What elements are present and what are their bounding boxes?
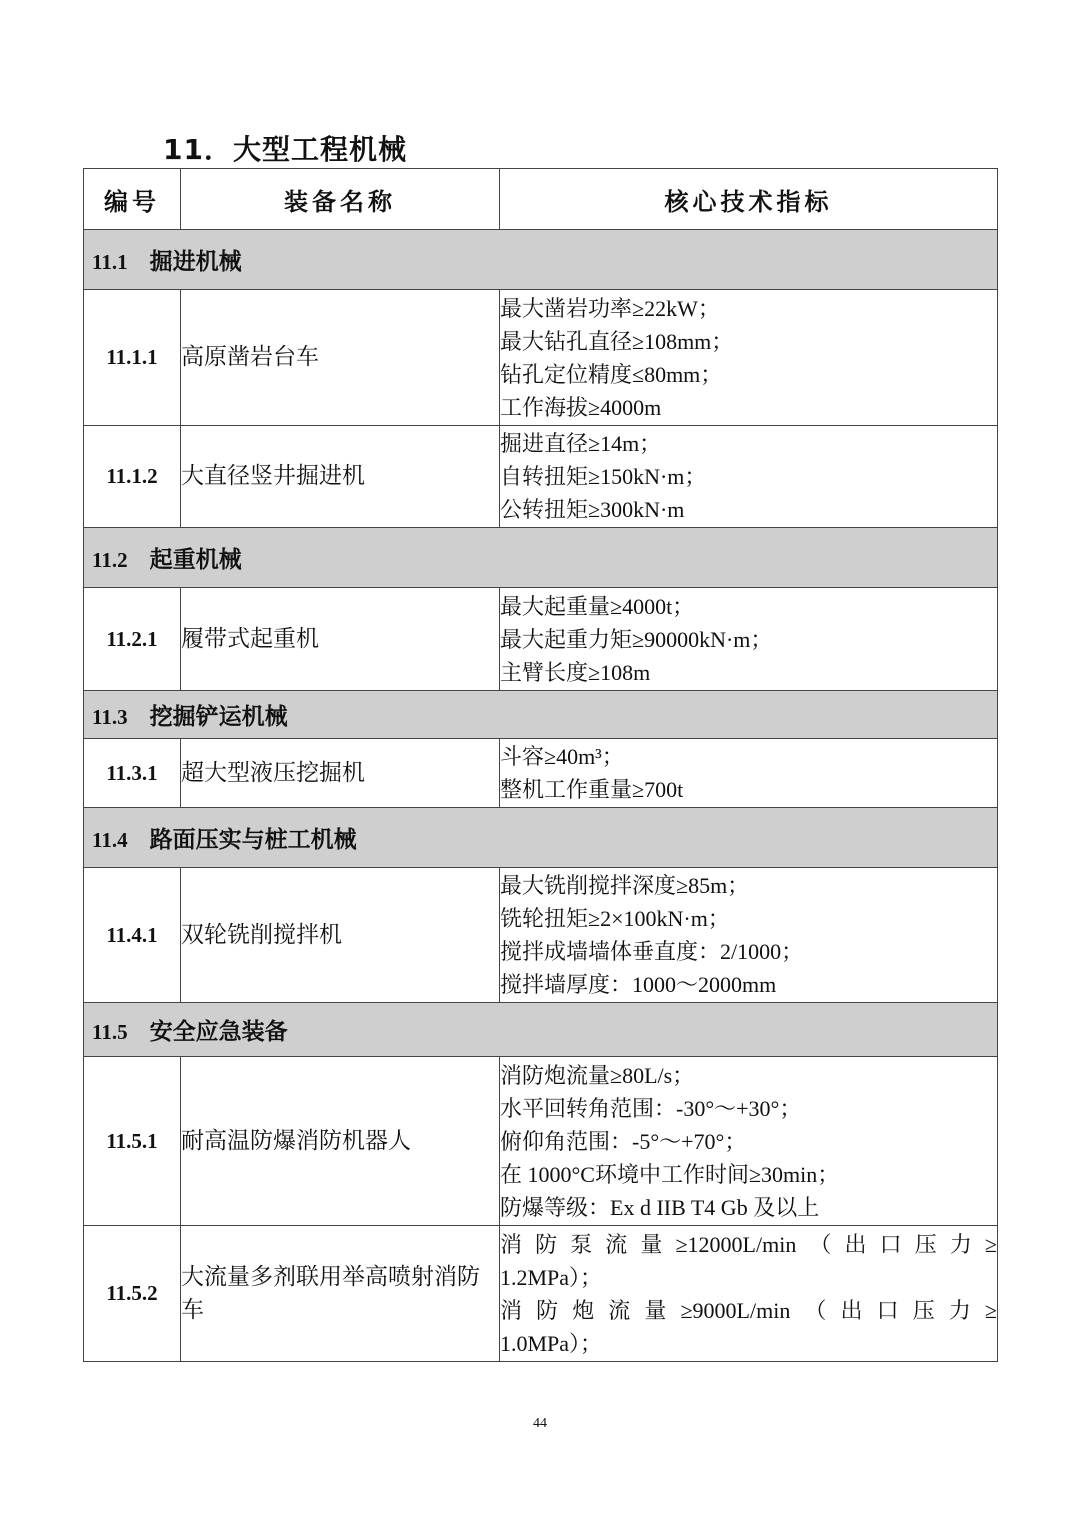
group-header: [84, 230, 998, 290]
spec-line: 消防炮流量≥80L/s；: [500, 1062, 695, 1088]
header-name: 装备名称: [181, 169, 500, 230]
item-code: 11.1.2: [84, 426, 181, 528]
group-row: [84, 230, 998, 290]
spec-line: 搅拌墙厚度：1000～2000mm: [500, 972, 777, 997]
group-title: 安全应急装备: [149, 1019, 288, 1045]
spec-line: 最大钻孔直径≥108mm；: [500, 328, 734, 354]
spec-line: 最大凿岩功率≥22kW；: [500, 295, 720, 321]
group-number: 11.4: [92, 828, 128, 852]
item-name: 大直径竖井掘进机: [181, 426, 500, 528]
item-specs: [500, 588, 998, 691]
table-row: [84, 588, 998, 691]
spec-line: 1.2MPa）；: [500, 1264, 603, 1290]
item-specs: [500, 1226, 998, 1362]
group-header: [84, 691, 998, 739]
item-name: 大流量多剂联用举高喷射消防车: [181, 1226, 500, 1362]
item-specs: [500, 1057, 998, 1226]
item-specs: [500, 868, 998, 1003]
item-name: 履带式起重机: [181, 588, 500, 691]
group-title: 起重机械: [149, 547, 242, 573]
item-specs: [500, 739, 998, 808]
table-row: [84, 1226, 998, 1362]
spec-line: 斗容≥40m³；: [500, 744, 624, 769]
spec-line: 工作海拔≥4000m: [500, 394, 662, 420]
group-title: 挖掘铲运机械: [149, 704, 288, 730]
spec-line: 最大起重量≥4000t；: [500, 593, 695, 619]
spec-line: 自转扭矩≥150kN·m；: [500, 464, 707, 489]
item-specs: [500, 290, 998, 426]
spec-line: 钻孔定位精度≤80mm；: [500, 361, 723, 387]
spec-line: 最大铣削搅拌深度≥85m；: [500, 873, 750, 898]
item-code: 11.4.1: [84, 868, 181, 1003]
item-name: 耐高温防爆消防机器人: [181, 1057, 500, 1226]
group-number: 11.2: [92, 548, 128, 572]
item-name: 高原凿岩台车: [181, 290, 500, 426]
group-title: 路面压实与桩工机械: [149, 827, 357, 853]
spec-line: 主臂长度≥108m: [500, 659, 651, 685]
group-header: [84, 1003, 998, 1057]
item-code: 11.3.1: [84, 739, 181, 808]
group-header: [84, 808, 998, 868]
item-code: 11.2.1: [84, 588, 181, 691]
item-specs: [500, 426, 998, 528]
group-number: 11.5: [92, 1020, 128, 1044]
spec-line: 在 1000°C环境中工作时间≥30min；: [500, 1161, 840, 1187]
section-title: 11．大型工程机械: [163, 133, 407, 166]
item-name: 超大型液压挖掘机: [181, 739, 500, 808]
header-spec: 核心技术指标: [500, 169, 998, 230]
group-row: [84, 1003, 998, 1057]
spec-line: 铣轮扭矩≥2×100kN·m；: [500, 906, 730, 931]
spec-line: 最大起重力矩≥90000kN·m；: [500, 626, 773, 652]
spec-line: 水平回转角范围：-30°～+30°；: [500, 1095, 802, 1121]
spec-line: 掘进直径≥14m；: [500, 431, 662, 456]
page-number: 44: [533, 1416, 547, 1431]
table-row: [84, 868, 998, 1003]
spec-line: 1.0MPa）；: [500, 1330, 603, 1356]
spec-line: 搅拌成墙墙体垂直度：2/1000；: [500, 939, 804, 964]
header-code: 编号: [84, 169, 181, 230]
spec-line: 防爆等级：Ex d IIB T4 Gb 及以上: [500, 1194, 820, 1220]
spec-line: 消防泵流量≥12000L/min（出口压力≥: [500, 1231, 997, 1257]
table-row: [84, 1057, 998, 1226]
group-row: [84, 691, 998, 739]
group-number: 11.1: [92, 250, 128, 274]
table-row: [84, 426, 998, 528]
item-name: 双轮铣削搅拌机: [181, 868, 500, 1003]
item-code: 11.5.1: [84, 1057, 181, 1226]
group-header: [84, 528, 998, 588]
spec-line: 消防炮流量≥9000L/min（出口压力≥: [500, 1297, 997, 1323]
spec-line: 俯仰角范围：-5°～+70°；: [500, 1128, 747, 1154]
spec-line: 公转扭矩≥300kN·m: [500, 497, 685, 522]
group-title: 掘进机械: [149, 249, 242, 275]
item-code: 11.1.1: [84, 290, 181, 426]
item-code: 11.5.2: [84, 1226, 181, 1362]
table-row: [84, 290, 998, 426]
table-row: [84, 739, 998, 808]
group-number: 11.3: [92, 705, 128, 729]
group-row: [84, 808, 998, 868]
spec-line: 整机工作重量≥700t: [500, 777, 684, 802]
equipment-table: [83, 168, 998, 1362]
group-row: [84, 528, 998, 588]
table-header-row: [84, 169, 998, 230]
